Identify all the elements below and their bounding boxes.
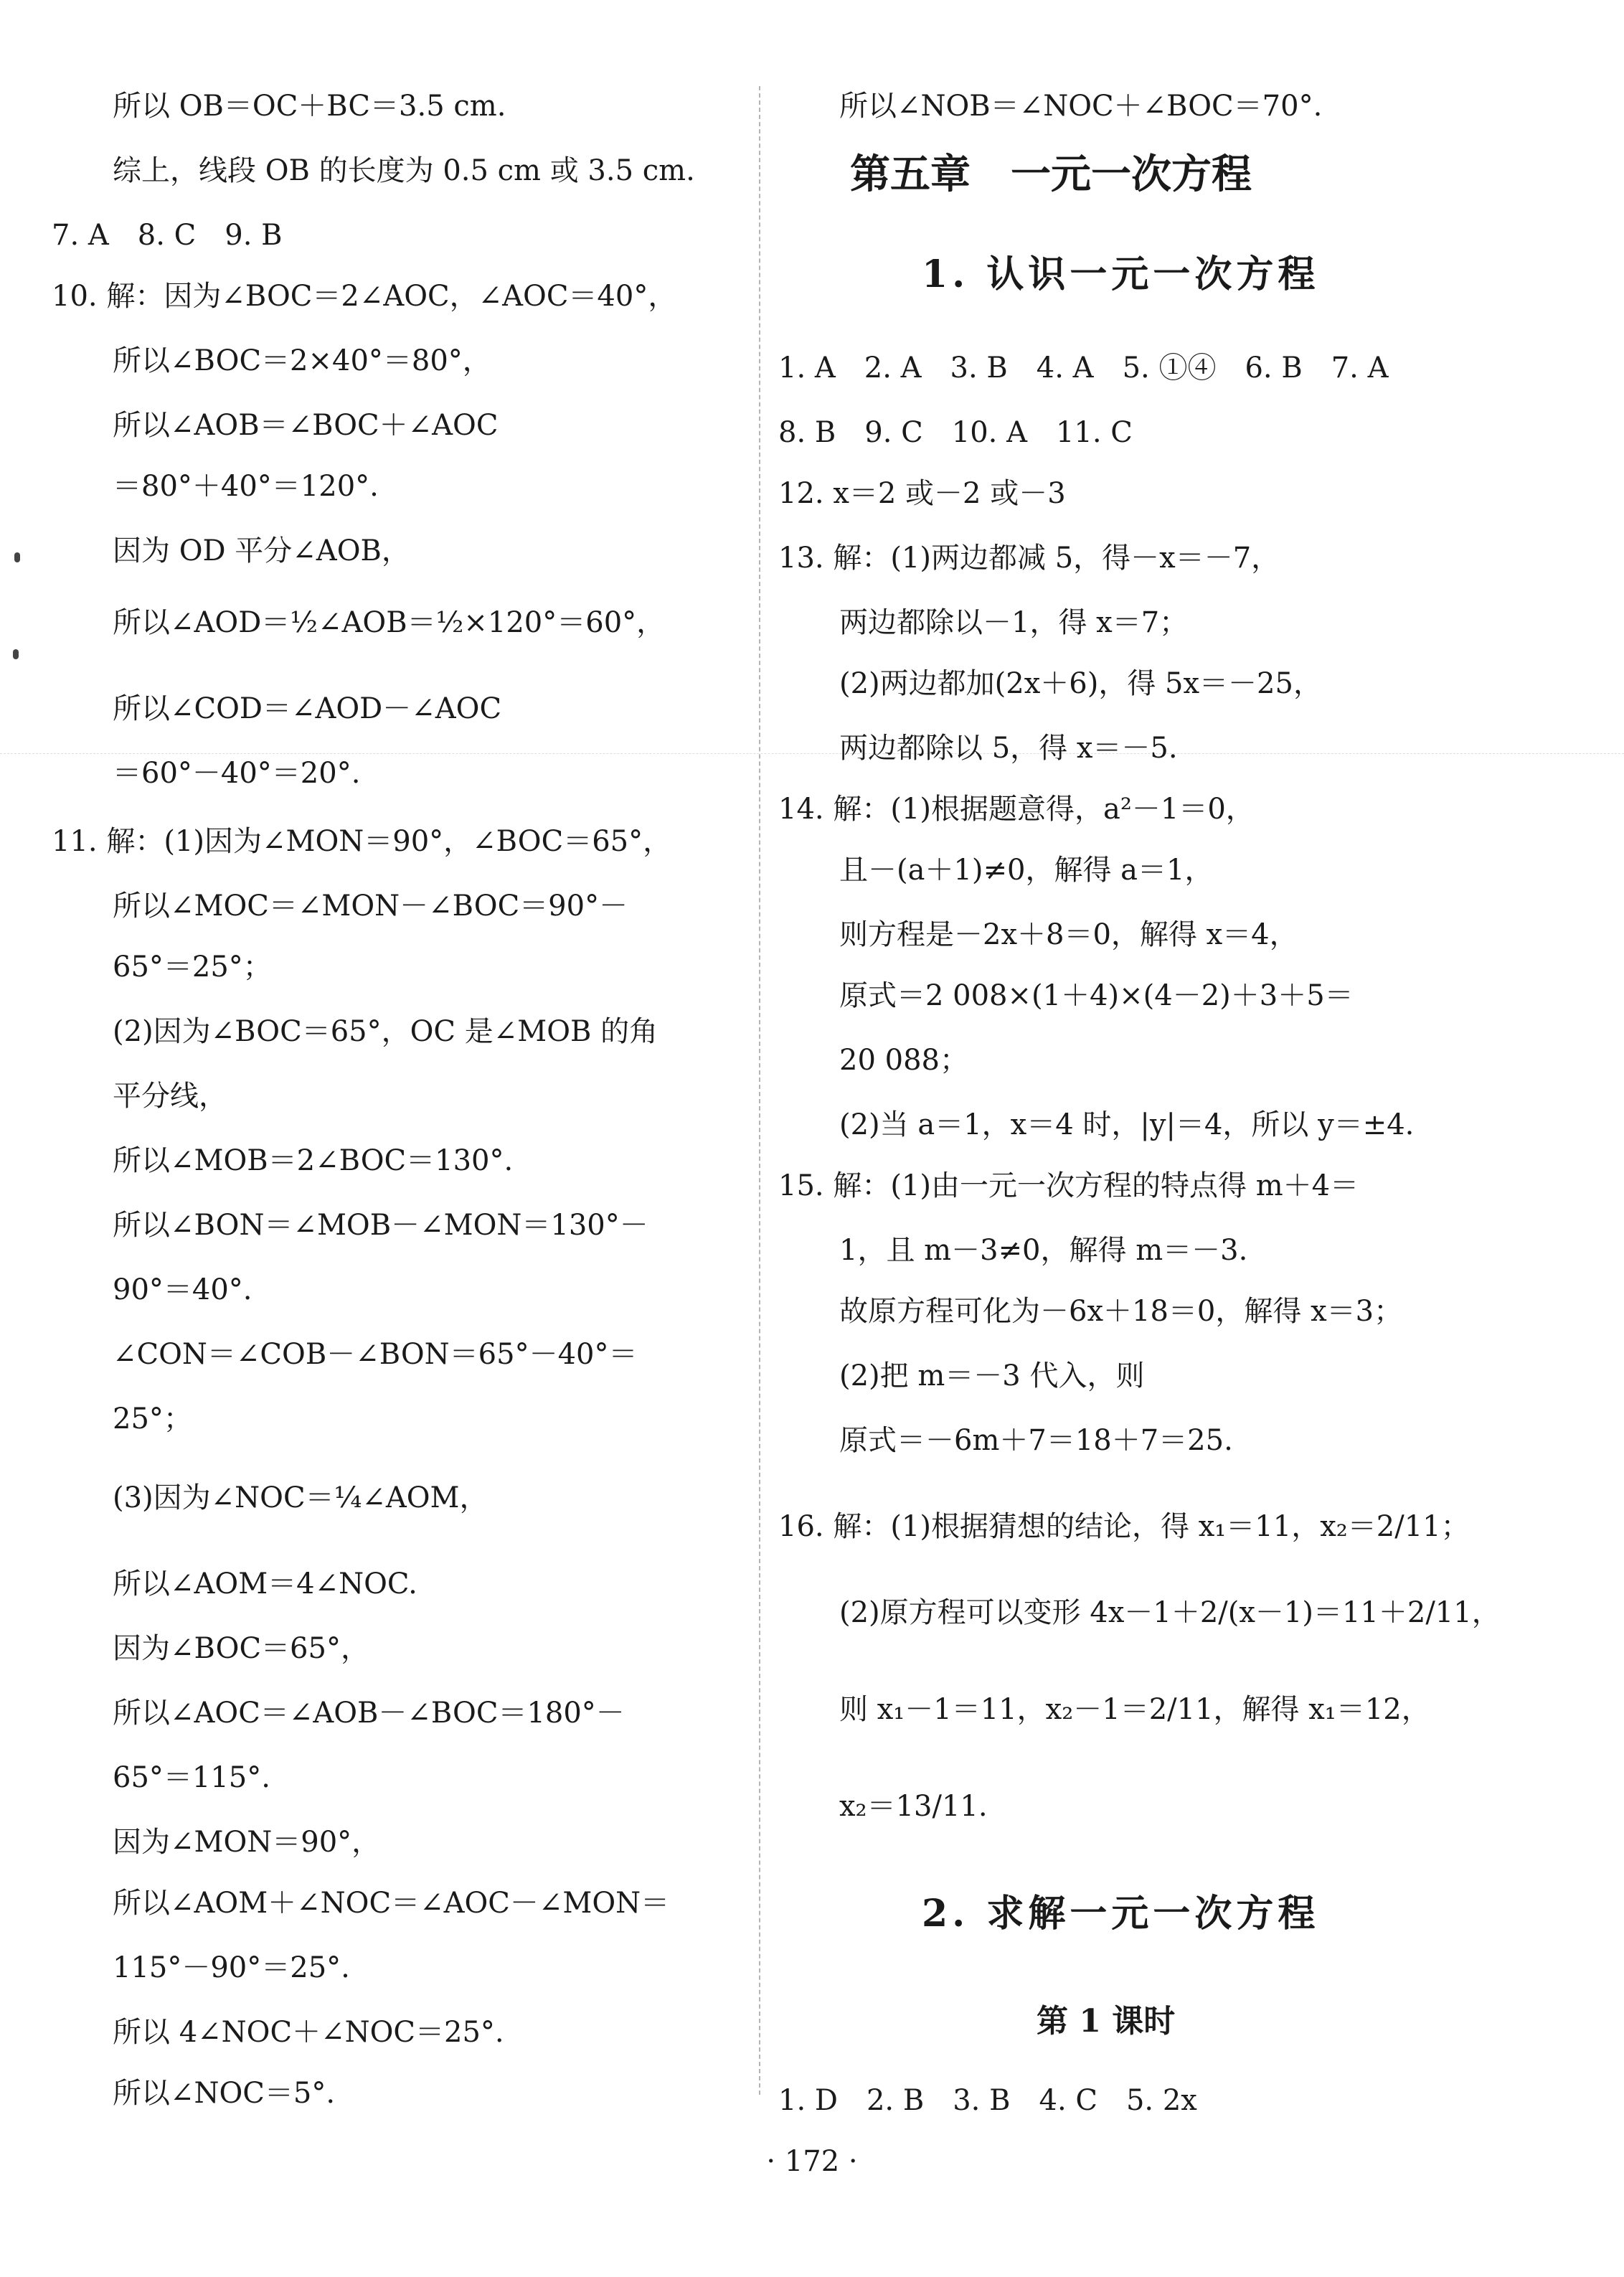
section-title: 2. 求解一元一次方程 [922,1892,1320,1936]
solution-line: 因为∠BOC＝65°， [113,1632,369,1665]
answer-line: 8. B 9. C 10. A 11. C [778,416,1133,449]
solution-line: 所以∠MOC＝∠MON－∠BOC＝90°－ [113,890,628,923]
solution-line: 所以∠AOC＝∠AOB－∠BOC＝180°－ [113,1697,625,1730]
solution-line: 90°＝40°. [113,1273,252,1306]
solution-line: 115°－90°＝25°. [113,1951,350,1984]
scan-speck [13,649,19,659]
solution-line: 1，且 m－3≠0，解得 m＝－3. [839,1234,1248,1267]
answer-line: 11. 解：(1)因为∠MON＝90°，∠BOC＝65°， [52,825,672,858]
answer-line: 1. D 2. B 3. B 4. C 5. 2x [778,2084,1197,2117]
solution-line: ∠CON＝∠COB－∠BON＝65°－40°＝ [113,1338,638,1371]
solution-line: 25°； [113,1402,192,1436]
solution-line: 65°＝115°. [113,1761,270,1794]
solution-line: 故原方程可化为－6x＋18＝0，解得 x＝3； [839,1295,1403,1328]
solution-line: 所以∠AOD＝½∠AOB＝½×120°＝60°， [113,606,666,639]
solution-line: 原式＝2 008×(1＋4)×(4－2)＋3＋5＝ [839,979,1354,1012]
answer-line: 12. x＝2 或－2 或－3 [778,477,1066,510]
solution-line: 所以 OB＝OC＋BC＝3.5 cm. [113,90,506,123]
solution-line: 则方程是－2x＋8＝0，解得 x＝4， [839,918,1298,951]
solution-line: 所以∠BOC＝2×40°＝80°， [113,344,491,377]
answer-line: 1. A 2. A 3. B 4. A 5. ①④ 6. B 7. A [778,352,1389,385]
solution-line: (2)当 a＝1，x＝4 时，|y|＝4，所以 y＝±4. [839,1108,1415,1141]
answer-line: 15. 解：(1)由一元一次方程的特点得 m＋4＝ [778,1169,1359,1202]
solution-line: 20 088； [839,1044,968,1077]
answer-line: 10. 解：因为∠BOC＝2∠AOC，∠AOC＝40°， [52,280,677,313]
solution-line: ＝60°－40°＝20°. [113,757,361,790]
solution-line: (3)因为∠NOC＝¼∠AOM， [113,1481,488,1514]
answer-line: 16. 解：(1)根据猜想的结论，得 x₁＝11，x₂＝2/11； [778,1510,1470,1543]
solution-line: 所以 4∠NOC＋∠NOC＝25°. [113,2016,504,2049]
solution-line: 所以∠MOB＝2∠BOC＝130°. [113,1144,514,1177]
solution-line: (2)把 m＝－3 代入，则 [839,1359,1145,1392]
lesson-title: 第 1 课时 [1037,2003,1176,2040]
solution-line: (2)两边都加(2x＋6)，得 5x＝－25， [839,667,1322,700]
solution-line: 所以∠AOM＝4∠NOC. [113,1568,417,1600]
solution-line: 两边都除以 5，得 x＝－5. [839,732,1178,765]
solution-line: (2)因为∠BOC＝65°，OC 是∠MOB 的角 [113,1015,658,1048]
solution-line: 综上，线段 OB 的长度为 0.5 cm 或 3.5 cm. [113,154,695,187]
answer-line: 14. 解：(1)根据题意得，a²－1＝0， [778,793,1255,826]
solution-line: 两边都除以－1，得 x＝7； [839,606,1189,639]
solution-line: 且－(a＋1)≠0，解得 a＝1， [839,854,1214,887]
column-divider [759,86,760,2095]
solution-line: 平分线， [113,1080,227,1113]
solution-line: 则 x₁－1＝11，x₂－1＝2/11，解得 x₁＝12， [839,1693,1430,1726]
solution-line: 所以∠COD＝∠AOD－∠AOC [113,692,502,725]
solution-line: 原式＝－6m＋7＝18＋7＝25. [839,1424,1233,1457]
solution-line: 因为∠MON＝90°， [113,1826,381,1859]
section-title: 1. 认识一元一次方程 [922,253,1320,296]
solution-line: 所以∠BON＝∠MOB－∠MON＝130°－ [113,1209,648,1242]
answer-line: 13. 解：(1)两边都减 5，得－x＝－7， [778,542,1280,575]
solution-line: 因为 OD 平分∠AOB， [113,534,410,567]
solution-line: 所以∠AOB＝∠BOC＋∠AOC [113,409,499,442]
solution-line: 所以∠NOC＝5°. [113,2077,336,2110]
page-number: · 172 · [766,2145,858,2178]
solution-line: (2)原方程可以变形 4x－1＋2/(x－1)＝11＋2/11， [839,1596,1501,1629]
solution-line: x₂＝13/11. [839,1790,988,1823]
answer-line: 7. A 8. C 9. B [52,219,283,252]
solution-line: ＝80°＋40°＝120°. [113,470,379,503]
scan-speck [14,552,20,562]
solution-line: 所以∠NOB＝∠NOC＋∠BOC＝70°. [839,90,1323,123]
solution-line: 所以∠AOM＋∠NOC＝∠AOC－∠MON＝ [113,1887,670,1920]
solution-line: 65°＝25°； [113,951,272,984]
chapter-title: 第五章 一元一次方程 [850,151,1252,198]
